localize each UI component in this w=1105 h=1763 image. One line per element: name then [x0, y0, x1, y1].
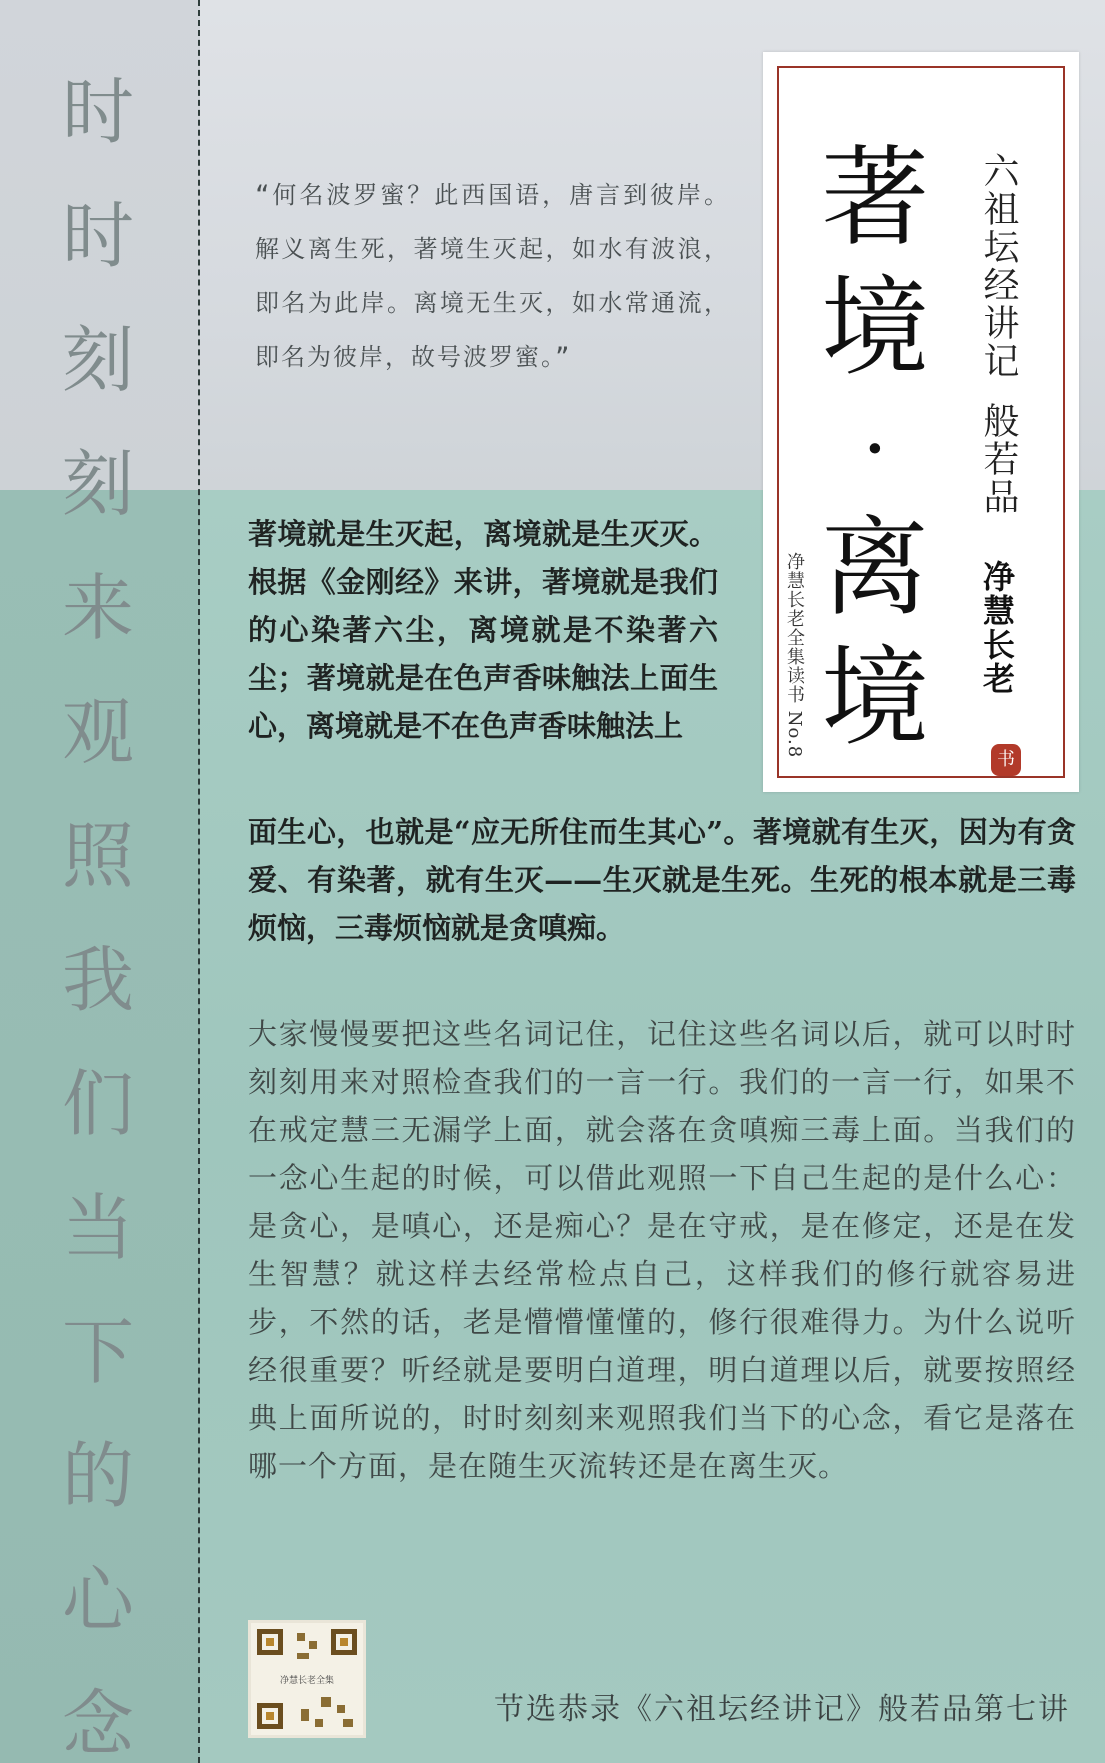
card-title-char: 离 [820, 506, 929, 631]
sidebar-char: 们 [61, 1062, 134, 1146]
sidebar-char: 观 [61, 690, 134, 774]
body-paragraph: 大家慢慢要把这些名词记住，记住这些名词以后，就可以时时刻刻用来对照检查我们的一言一行。我们的一言一行，如果不在戒定慧三无漏学上面，就会落在贪嗔痴三毒上面。当我们的一念心生起的时候，可以借此观照一下自己生起的是什么心：是贪心，是嗔心，还是痴心？是在守戒，是在修定，还是在发生智慧？就这样去经常检点自己，这样我们的修行就容易进步，不然的话，老是懵懵懂懂的，修行很难得力。为什么说听经很重要？听经就是要明白道理，明白道理以后，就要按照经典上面所说的，时时刻刻来观照我们当下的心念，看它是落在哪一个方面，是在随生灭流转还是在离生灭。 [248, 1017, 1076, 1483]
qr-finder [331, 1629, 357, 1655]
seal-stamp: 书 [991, 744, 1021, 776]
card-title-char: 境 [820, 636, 929, 761]
bold-paragraph-part2: 面生心，也就是“应无所住而生其心”。著境就有生灭，因为有贪爱、有染著，就有生灭——生灭就是生死。生死的根本就是三毒烦恼，三毒烦恼就是贪嗔痴。 [248, 815, 1076, 945]
qr-module [337, 1705, 345, 1713]
sidebar-divider [198, 0, 200, 1763]
qr-code[interactable] [248, 1620, 366, 1738]
qr-label: 净慧长老全集 [265, 1673, 349, 1686]
card-title [815, 134, 935, 764]
qr-module [309, 1641, 317, 1649]
qr-finder [257, 1629, 283, 1655]
sidebar-char: 刻 [61, 318, 134, 402]
sidebar-char: 照 [61, 814, 134, 898]
qr-module [301, 1709, 309, 1721]
sidebar-char: 心 [61, 1558, 134, 1642]
card-title-char: 境 [820, 266, 929, 391]
card-title-dot: · [862, 402, 888, 495]
card-title-char: 著 [820, 136, 929, 261]
card-chapter: 般若品 [978, 402, 1019, 516]
card-series: 净慧长老全集读书 No.8 [784, 552, 805, 759]
card-author: 净慧长老 [978, 560, 1016, 696]
sidebar-char: 的 [61, 1434, 134, 1518]
qr-module [297, 1633, 305, 1641]
qr-module [297, 1653, 309, 1659]
sidebar-char: 刻 [61, 442, 134, 526]
bold-paragraph-part1: 著境就是生灭起，离境就是生灭灭。根据《金刚经》来讲，著境就是我们的心染著六尘，离境就是不染著六尘；著境就是在色声香味触法上面生心，离境就是不在色声香味触法上 [248, 517, 718, 743]
sidebar-char: 时 [61, 194, 134, 278]
qr-module [321, 1697, 331, 1707]
sutra-quote: “何名波罗蜜？此西国语，唐言到彼岸。解义离生死，著境生灭起，如水有波浪，即名为此岸。离境无生灭，如水常通流，即名为彼岸，故号波罗蜜。” [255, 181, 730, 371]
sidebar-char: 我 [61, 938, 134, 1022]
qr-module [343, 1719, 353, 1727]
title-card [763, 52, 1079, 792]
footer-source: 节选恭录《六祖坛经讲记》般若品第七讲 [494, 1692, 1070, 1727]
card-book-title: 六祖坛经讲记 [978, 152, 1019, 380]
qr-module [315, 1719, 323, 1727]
sidebar-char: 来 [61, 566, 134, 650]
sidebar-char: 时 [61, 70, 134, 154]
sidebar-char: 念 [61, 1682, 134, 1763]
qr-finder [257, 1703, 283, 1729]
sidebar-char: 当 [61, 1186, 134, 1270]
sidebar-char: 下 [61, 1310, 134, 1394]
sidebar-vertical-text [48, 50, 148, 1763]
